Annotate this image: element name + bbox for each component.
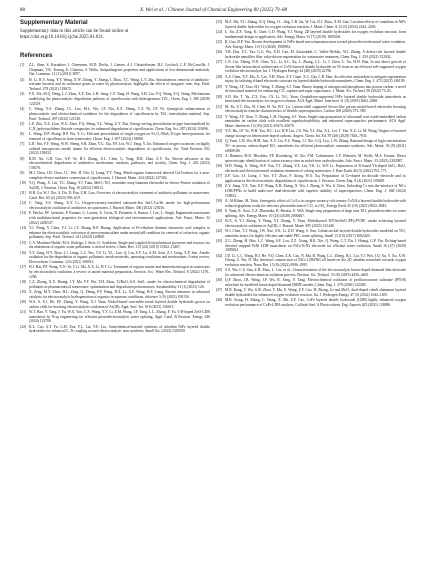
reference-item [216,288,406,297]
reference-item [20,251,210,265]
reference-number: [16] [20,250,27,255]
reference-text: J.D. Li, L.L. Wang, H.J. He, Y.Q. Chen, Z.K. Gao, N. Ma, B. Wang, L.L. Zheng, R.L. Liu, Y.J. Wei, J.Q. Xu, Y. Xu, X.W. Cheng, Z. Yin, D. Ma, Interface construction of NiCo LDH/NiCoS based on the 2D ultrathin nanosheet towards oxygen evolution reaction, Nano Res. 15 (8) (2022) 4986–4995. [225,253,406,267]
reference-text: M. Fu, Z.T. Zhu, W. Chen, H. Yu, B.T. Lu, Carbon-shell supported flower-like porous nickel-based electrodes boosting electrocatalytic transfer characteristics of flexible supercapacitors, Carbon 168 (2020) 573–580. [225,104,406,114]
reference-item [216,75,406,84]
reference-text: R. Gao, D.P. Yan, Recent development of NiFe-based micro/nanostructures toward photo/electrochemical water oxidation, Adv. Energy Mater. 10 (11) (2020) 1900954. [225,40,406,49]
reference-item [216,95,406,104]
reference-number: [42] [216,228,223,233]
reference-text: C. Wang, Y.A. Zhang, J.L. Luo, M.L. Wu, J.F. Niu, E.X. Sheng, C.S. Ni, J.P. Ni, Synergistic enhancement of photocatalytic and electrochemical oxidation for the degradation of ciprofloxacin by TiO₂ intercalation material, Sep. Purif. Technol. 297 (2022) 121528. [29,107,210,121]
reference-item [216,85,406,94]
reference-text: M.K. Kong, H. Zhang, L. Wang, X. Ma, Z.F. Cao, CoFe layered double hydroxide (LDH) highly enhanced oxygen evolution performance of CoFe LDH catalysts, Colloids Surf. A Physicochem. Eng. Aspects 625 (2021) 126896. [225,298,406,307]
reference-number: [2] [20,77,25,82]
reference-item [20,325,210,334]
reference-number: [11] [20,191,27,196]
reference-text: F. Fetcko, P.F. Jaenicke, P. Kumari, G. Lorenz, A. Costa, D. Partanen, S. Kumar, J. Lee, L. Singh, Engineered nanozymes with multifunctional properties for next-generation biological and environmental applications, Adv. Funct. Mater. 32 (2022) 2206547. [29,211,210,225]
reference-item [20,63,210,77]
reference-item [216,239,406,253]
reference-number: [28] [216,74,223,79]
reference-item [216,129,406,138]
header-rule [20,16,407,17]
reference-text: L.N. Lin, Zheng, N.N. Chen, X.L. Li, S.C. Xu, L. Zhang, C.L. Li, J. Chen, L. Xu, W.H. Hua, In situ direct growth of flower-like hierarchical architecture of CoNi-layered double hydroxide on Ni foam as an efficient self-supported oxygen evolution electrocatalyst, Int. J. Hydrogen Energy 44 (48) (2019) 22796. [225,60,406,74]
reference-number: [9] [20,171,25,176]
reference-number: [10] [20,181,27,186]
reference-item [20,171,210,180]
reference-number: [21] [20,310,27,315]
reference-item [20,300,210,309]
reference-item [216,30,406,39]
reference-text: Y.Q. Wang, X. Lin, T.C. Zhang, Y.J. Yuan, MnO₂/TiO₂ nanotube array/titanium electrodes in electro-Fenton oxidation of As(III), J. Environ. Chem. Eng. 10 (2022) 108213. [29,181,210,190]
reference-text: Q. Yuan, C.B. Wu, H.M. Jiao, X.Y. Liu, Y.Z. Wang, J.J. Xie, G.Q. Lyu, L.W. Zhang, Rational design of high-concentration Ti³⁺ in porous carbon-doped TiO₂ nanosheets for efficient photocatalytic ammonia synthesis, Adv. Mater. 33 (9) (2021) e2008180. [225,139,406,153]
reference-number: [38] [216,184,223,189]
reference-item [216,229,406,238]
reference-number: [22] [20,324,27,329]
reference-text: H.B. Gu, W.J. Xie, A. Du, D. Pan, Z.H. Guo, Overview of electrocatalytic treatment of antibiotic pollutants in wastewater, Catal. Rev. 65 (2) (2023) 509–619. [29,191,210,200]
reference-number: [27] [216,60,223,64]
reference-item [216,174,406,183]
reference-text: S. Yuan, R. Asiri, G.Z. Dharmika, B. Beraitz, E. Will, Single-step preparation of large area TiO₂ photoelectrodes for water splitting, Adv. Energy Mater. 10 (23) (2020) 2000467. [225,208,406,218]
reference-item [216,184,406,198]
reference-number: [20] [20,300,27,305]
running-header [20,6,407,16]
reference-item [216,298,406,307]
reference-text: L. Jin, Z.X. Yang, K. Chen, C.D. Wang, Y.J. Wang, 2D layered double hydroxides for oxygen evolution reaction: from fundamental design to application, Adv. Energy Mater. 9 (17) (2019) 1803358. [225,30,406,39]
reference-number: [39] [216,198,223,203]
reference-item [216,199,406,208]
reference-text: W.J. Chen, T.T. Wang, J.W. Xue, S.K. Li, Z.D. Wang, S. Sun, Cobalt–nickel layered double hydroxides modified on TiO₂ nanotube arrays for highly efficient and stable PEC water splitting, Small 13 (10) (2017) 1602420. [225,228,406,238]
reference-number: [33] [216,129,223,134]
reference-number: [8] [20,156,25,161]
reference-number: [26] [216,50,223,54]
reference-number: [19] [20,290,27,295]
reference-number: [40] [216,208,223,213]
reference-item [20,142,210,156]
reference-number: [29] [216,84,223,89]
reference-number: [17] [20,265,27,270]
reference-text: L. Wang, D.P. Zhang, H.P. Wu, Y. Li, Efficient peroxidation of single oxygen on Fe₂O₃/MoS₂/Z-type heterojunctions for removal of ciprofloxacin from wastewater, Chem. Eng. J. 497 (2024) 154900. [29,131,210,141]
references-title: References [20,53,53,59]
reference-text: W.S. Ji, X.J. He, F.F. Zhang, Y. Wang, X.J. Yuan, Nickel-based non-noble metal layered double hydroxide grown on carbon cloth for boosting electrocatalytic oxidation of As(III), Appl. Surf. Sci. 618 (2023) 156613. [29,300,210,309]
reference-text: H. Li, R.Y. Song, Y.Y. Wang, X.W. Zhong, Y. Zhang, J. Zhou, T.C. Wang, L.Y. Zhu, Simultaneous removal of antibiotic-resistant bacteria and its resistance genes in water by photocatalysis: highlights the effects of inorganic ions, Sep. Purif. Technol. 278 (2021) 119672. [29,77,210,92]
supplementary-title: Supplementary Material [20,20,88,26]
reference-text: Y.B. Dou, Y.C. Yao, G.G. Wu, X.H. Gao, M. Zafarabadi, C. Vallés-Nieblas, W.J. Zhang, A defect-rich layered double hydroxide nanofiber film: solar-driven regeneration for wastewater treatment, Chem. Eng. J. 450 (2022) 132842. [225,50,406,59]
reference-item [20,310,210,324]
supplementary-text: Supplementary data to this article can be found online at https://doi.org/10.1016/j.cjche.2025.01.031. [20,29,129,40]
reference-text: W.T. Bao, Y. Tang, J. Yu, W.X. Yan, C.X. Wang, Y.Y. Li, Z.M. Wang, J.F. Yang, L.L. Zhang, F. Yu, 3-D-doped ZnO-LDH nanosheets by N-sp engineering for efficient photoelectrocatalytic water splitting, Appl. Catal. B Environ. Energy 346 (2024) 123706. [29,310,210,324]
reference-item [20,78,210,92]
reference-number: [35] [216,154,223,159]
reference-number: [5] [20,121,25,126]
reference-number: [15] [20,240,27,245]
reference-text: W.D. Wang, X. Wang, W.F. Yan, T.T. Zhang, Y.Z. Liu, Y.K. Li, W.P. Li, Preparation of Ti-based Yb-doped SnO₂–RuO₂ electrode and electrochemical oxidation treatment of coking wastewater, J. Rare Earth 40 (3) (2022) 763–771. [225,164,406,173]
reference-text: L.R. Fan, F.F. Wang, W.W. Sheng, S.R. Zhan, Y.G. Xia, F.F. Liu, W.J. Yang, Y. Jin, Enhanced oxygen vacancies on highly ordered mesoporous anodic titania for efficient electrocatalytic degradation of ciprofloxacin, Sci. Total Environ. 852 (2022) 158432. [29,141,210,156]
reference-number: [31] [216,104,223,109]
reference-item [216,278,406,287]
reference-item [20,157,210,171]
reference-text: M.Z. Ma, Y.C. Zhang, X.Q. Deng, J.L. Jing, L.B. Jin, W. Liu, D.J. Zhou, X.M. Sun, Location effects of vanadium in NiFe layered double hydroxides for oxygen evolution reaction, J. Mater. Chem. A 12 (5) (2024) 2244–2249. [225,20,406,29]
reference-item [216,60,406,74]
reference-text: H.J. Bai, P.F. Wang, X.N. Ye, C.G. Ma, X.X. Li, H.T. Li, Treatment of organic matter and ammonia nitrogen in wastewater by electrocatalytic oxidation: a review of anode material preparation, Environ. Sci.: Water Res. Technol. 8 (2022) 1270–1296. [29,265,210,279]
reference-text: Q.F. Zhou, J.B. Wang, J.F. Wu, R. Yang, Y. Tang, Electrochemical oxidation of perfluorooctane sulfonate (PFOS) substitute by modified boron doped diamond (BDD) anodes, Chem. Eng. J. 379 (2020) 122280. [225,278,406,287]
reference-number: [37] [216,174,223,179]
reference-number: [44] [216,253,223,258]
reference-text: X.S. Chen, X.T. Ma, X. Cao, Y.H. Zhou, S.Y. Guan, X.C. Qin, L.B. Han, An effective antioxidant to mitigate regeneration injury by tailoring d-band electronic structure on layered double hydroxide nanosheets, Chem. Eng. J. 475 (2023) 146199. [225,74,406,84]
reference-number: [43] [216,238,223,243]
reference-number: [25] [216,40,223,44]
reference-item [216,20,406,29]
reference-text: A. Rimmer, M.N. Hlwatika, P.F. Rozenberg, W. Xie, F.M. Colmenarez, C.F. Ebbesen, M. Wolfe, M.A. Kasner, Direct spectroscopic identification of cation vacancy sites in nickel-iron oxyhydroxides, Adv. Funct. Mater. 33 (2023) 2302987. [225,154,406,163]
reference-item [20,132,210,141]
reference-item [216,105,406,114]
journal-citation: X. Wei et al. / Chinese Journal of Chemical Engineering 80 (2025) 79–88 [139,8,288,13]
reference-text: Z.F. Gao, J.J. Liang, J. Yao, Y.T. Zhao, P. Xiong, W.X. Xu, Preparation of Ce-doped tin dioxide electrode and its application in the electrocatalytic degradation of ciprofloxacin, J. Environ. Chem. Eng. 9 (4) (2021) 105608. [225,174,406,183]
reference-number: [46] [216,278,223,283]
reference-item [20,191,210,200]
reference-item [216,268,406,277]
reference-number: [6] [20,131,25,136]
reference-number: [34] [216,139,223,144]
page-number: 88 [20,8,25,13]
reference-number: [18] [20,280,27,285]
reference-number: [4] [20,107,25,112]
reference-text: Y. Wang, J.F. Xiao, H.J. Wang, T. Zhang, S.J. Yuan, Binary doping of nitrogen and phosphorus into porous carbon: a novel di-functional material for enhancing CO₂ capture and super capacitance, J. Mater. Sci. Technol. 99 (2022) 73–81. [225,84,406,94]
reference-item [216,219,406,228]
reference-item [216,209,406,218]
reference-number: [13] [20,211,27,216]
reference-number: [45] [216,268,223,273]
reference-item [216,40,406,49]
reference-text: Y. Wang, J.F. Xiao, T. Zhang, L.H. Ouyang, S.J. Yuan, Single-step preparation of ultrasmall iron oxide-embedded carbon nanotubes on carbon cloth with excellent superhydrophilicity and enhanced supercapacitor performance, ACS Appl. Mater. Interfaces 13 (30) (2021) 45670–45678. [225,114,406,129]
reference-text: K.L. Cao, S.Y. Fu, G.H. Xue, F.L. Lai, Y.E. Liu, Sonochemical-assisted synthesis of ultrathin NiFe layered double hydroxides for enhanced C–N coupling toward electrocatalytic urea synthesis, Small Sci. (2023) 2300150. [29,324,210,334]
reference-number: [24] [216,30,223,34]
reference-item [216,254,406,268]
reference-text: M.R. Rong, Y. Wu, S.W. Zhou, Y. Ma, X. Wang, Z.F. Cao, H. Zhong, Ce and MoO₃ dual-doped cobalt aluminum layered double hydroxides for enhanced oxygen evolution reaction, Int. J. Hydrogen Energy 47 (3) (2022) 1644–1655. [225,288,406,297]
references-column-right [216,20,406,558]
reference-text: A. Al-Rihan, M. Tahir, Synergistic effect of Co/La in oxygen vacancy rich ternary CoNiLa layered double hydroxide with reduced graphene oxide for selective photoreduction of CO₂ to CH₄, Energy Fuels 35 (10) (2021) 8922–8943. [225,198,406,208]
reference-text: Y.X. Hu, J.F. Ye, W.H. Yao, H.C. Lei, W.P. Liu, J.A. Wu, Y.J. Zhu, X.L. Lei, T. Yue, X.Z. Li, M. Wang, Origins of boosted charge storage on heteroatom-doped carbons, Angew. Chem. Int. Ed. 59 (20) (2020) 7826–7833. [225,129,406,139]
reference-item [20,290,210,299]
reference-number: [7] [20,141,25,146]
reference-text: Z.Y. Jiang, Y.X. Yan, X.F. Wang, X.B. Zhang, X. Wu, J. Zheng, S. Wu, S. Chen, Unlocking Cr into the interface of NiCr LDH/PPNs to build multi-core dual-electrode with superior stability of supercapacitors, Chem. Eng. J. 468 (2024) 150832. [225,184,406,198]
reference-number: [12] [20,201,27,206]
reference-item [20,280,210,289]
reference-text: S.D. Shi, T. Yu, Z.X. Fan, J.X. Li, N.L. Yuan, Graphdiyne-supported NiFe layered double hydroxide nanosheets as functional electrocatalysts for oxygen evolution, ACS Appl. Mater. Interfaces 11 (3) (2019) 2662–2669. [225,94,406,104]
reference-item [20,265,210,279]
reference-item [20,211,210,225]
reference-number: [36] [216,164,223,169]
reference-text: C.Z. Zhang, X.X. Huang, J.Y. Ma, F.F. Wu, T.H. Zhou, Ti/RuO₂-IrO₂-SnO₂ anode for electrochemical degradation of pollutants in pharmaceutical wastewater: optimization and degradation performances, Sustainability 13 (1) (2021) 126. [29,280,210,289]
reference-text: X. Zeng, M.Y. Zhou, H.L. Zeng, Q. Zheng, P.F. Wang, H.X. Li, X.F. Wang, H.F. Liang, Recent advances in advanced catalysts for electrocatalytic hydrogenation of organics in aqueous conditions, eScience 3 (5) (2023) 100156. [29,290,210,299]
reference-item [216,164,406,173]
reference-number: [14] [20,225,27,230]
supplementary-section [20,20,210,40]
references-column-left [20,63,210,558]
reference-text: Y.J. Wang, Y. Chen, Y.J. Li, J.Y. Zhang, R.F. Huang, Application of Fe-ethylene diamine tetraacetic acid complex to enhance the electrocatalytic activation of peroxymonosulfate under neutral pH condition for removal of refractory organic pollutants, Sep. Purif. Technol. 341 (2024) 126868. [29,225,210,240]
reference-number: [41] [216,218,223,223]
reference-item [216,154,406,163]
reference-number: [23] [216,20,223,24]
reference-text: W.X. Ji, Y.J. Zheng, Y. Wang, Y.J. Zhang, Y. Yuan, Multilayered TiN/Sn/SnO₂/PPy/PVDF₂ anode achieving boosted electrocatalytic oxidation of As(III), J. Hazard. Mater. 495 (2023) 125448. [225,218,406,228]
reference-item [20,201,210,210]
reference-item [20,226,210,240]
reference-item [20,107,210,121]
reference-number: [3] [20,92,25,97]
reference-text: C. Yang, S.S. Shang, X.Y. Li, Oxygen-vacancy-enriched substrate-less SnO₂/La-Sb anode for high-performance electrocatalytic oxidation of antibiotics in wastewater, J. Hazard. Mater. 436 (2022) 129216. [29,201,210,210]
reference-item [20,181,210,190]
reference-item [20,122,210,131]
reference-item [216,50,406,59]
reference-text: R.M. Xu, G.R. Gao, A.P. Ye, H.J. Zhang, X.L. Chen, G. Yang, D.R. Zhao, Z.Y. Xu, Recent advances in the electrochemical degradation of antibiotics: mechanism, catalysts, pathways, and toxicity, Chem. Eng. J. 452 (2023) 139270. [29,156,210,170]
reference-text: Z.G. Zheng, H. Hao, L.C. Wang, S.F. Lou, Z.Z. Xiang, B.K. Xie, Q. Wang, C.T. Du, J. Huang, G.P. Yin, Etching-based directed stripped FeNi LDH nanosheets on NiCoTe/N2 electrode for efficient water oxidation, Small 16 (47) (2020) 2005064. [225,238,406,253]
reference-text: F.X. Xie, M.Q. Deng, L.J. Zhou, X.F. Tan, L.H. Jiang, C.F. Tang, H. Wang, S.H. Liu, Y.Q. Wang, Z.Q. Wang, Mechanisms underlying the photocatalytic degradation pathway of ciprofloxacin with heterogeneous TiO₂, Chem. Eng. J. 380 (2020) 122529. [29,92,210,106]
reference-number: [30] [216,94,223,99]
reference-number: [32] [216,114,223,119]
reference-text: Z.L. Shen, S. Kurtatkov, I. Cheesman, M.D. Dechy, J. Genzer, A.J. Christoffersen, B.J. Cowhoff, C.P. McConville, J. Chapman, V.K. Truong, E. Chaoura, S. Walia, Antipathogenic properties and applications of low-dimensional materials, Nat. Commun. 12 (1) (2021) 3897. [29,63,210,77]
reference-text: Y.Y. Jiang, H.Y. Zhao, J.J. Liang, L.C. Yue, T.S. Li, Y.L. Luo, Q. Liu, S.Y. Lu, A.M. Asiri, Z.J. Gong, X.P. Sun, Anodic oxidation for the degradation of organic pollutants: anode materials, operating conditions and mechanisms. A mini review, Electrochem. Commun. 123 (2021) 106912. [29,250,210,265]
reference-number: [47] [216,288,223,293]
reference-text: L.F. Zhu, X.Z. Lian, W.X. Zhao, F.Q. Meng, Y.L. Wang, Z.Y. Zhu, Energy-saving peroxidation in-pipe functionalized by C₃N₄/polyvinylidene fluoride composites for enhanced degradation of ciprofloxacin, Chem. Eng. Sci. 287 (2024) 119696. [29,121,210,131]
reference-item [20,92,210,106]
reference-item [216,139,406,153]
reference-number: [1] [20,63,25,67]
reference-text: C.A. Martínez-Huitle, M.A. Rodrigo, I. Sirés, O. Scialdone, Single and coupled electrochemical processes and reactors for the abatement of organic water pollutants: a critical review, Chem. Rev. 115 (24) (2015) 13362–13407. [29,240,210,250]
reference-number: [48] [216,298,223,303]
reference-item [20,241,210,250]
reference-text: M.J. Chen, J.H. Chen, J.C. Wei, H. Niu, Q. Liang, Y.Y. Yang, Metal-organic framework derived CoO/carbon for a near-complete electro-oxidative conversion of ciprofloxacin, J. Hazard. Mater. 424 (2022) 127302. [29,171,210,180]
reference-item [216,115,406,129]
reference-text: S.Z. Wu, C.S. Sun, Z.H. Zhao, L. Liu, et al., Characterization of the electrocatalytic boron-doped diamond film electrode for advanced electrochemical oxidation process, Environ. Sci. Technol. 55 (8) (2019) 4456–4465. [225,268,406,277]
